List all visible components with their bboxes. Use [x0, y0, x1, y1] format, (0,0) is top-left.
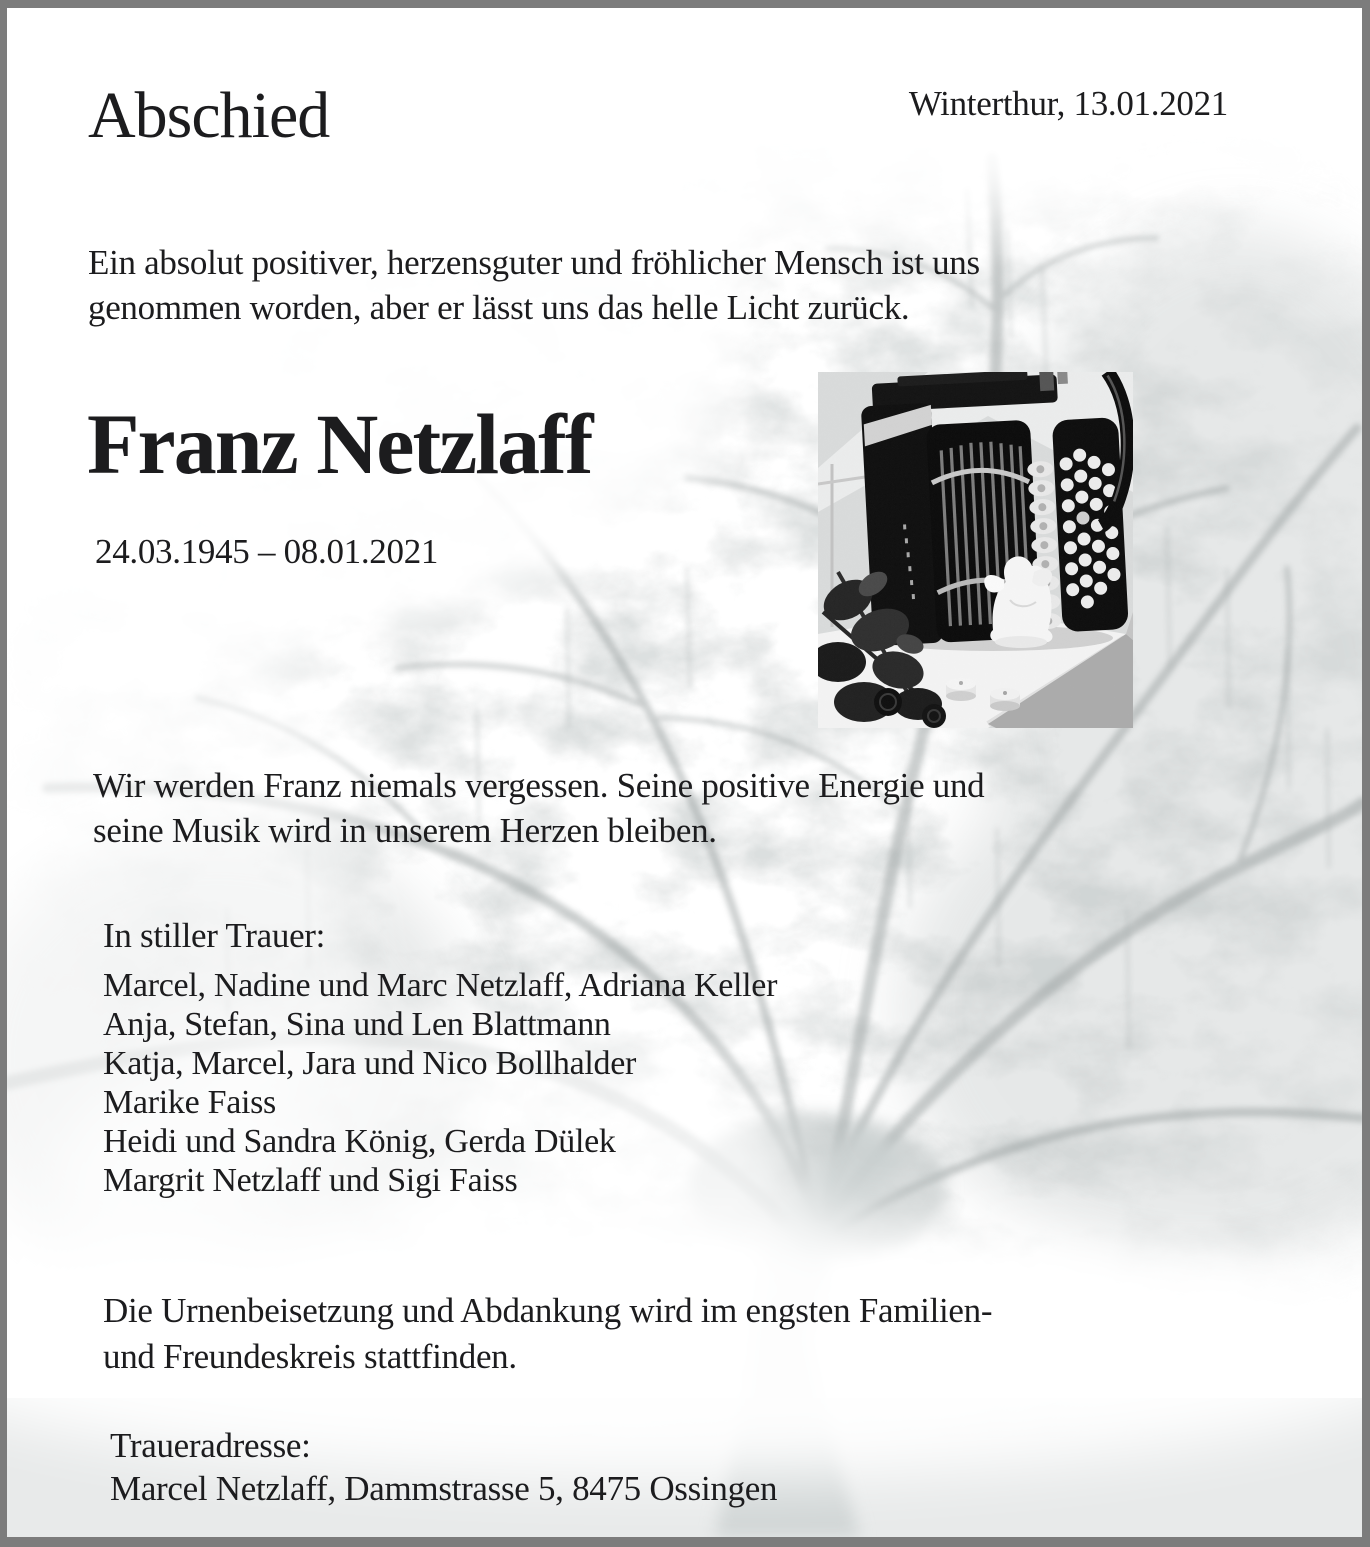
mourner-line: Marcel, Nadine und Marc Netzlaff, Adriana Keller [103, 967, 778, 1004]
funeral-paragraph [103, 1288, 992, 1380]
mourners-list [103, 966, 777, 1200]
mourning-address [110, 1424, 777, 1510]
mourning-label: In stiller Trauer: [103, 916, 326, 955]
mourning-address-label: Traueradresse: [110, 1426, 311, 1465]
life-dates: 24.03.1945 – 08.01.2021 [95, 532, 439, 571]
intro-line-1: Ein absolut positiver, herzensguter und fröhlicher Mensch ist uns [88, 243, 980, 282]
deceased-name: Franz Netzlaff [87, 396, 592, 492]
mourner-line: Heidi und Sandra König, Gerda Dülek [103, 1123, 616, 1160]
place-and-date: Winterthur, 13.01.2021 [908, 84, 1228, 123]
mourner-line: Margrit Netzlaff und Sigi Faiss [103, 1162, 518, 1199]
funeral-line-1: Die Urnenbeisetzung und Abdankung wird im engsten Familien- [103, 1291, 993, 1330]
memory-line-1: Wir werden Franz niemals vergessen. Seine positive Energie und [93, 766, 985, 805]
intro-line-2: genommen worden, aber er lässt uns das helle Licht zurück. [88, 288, 910, 327]
memory-paragraph [93, 763, 984, 853]
memorial-photo [818, 372, 1133, 728]
mourning-address-line: Marcel Netzlaff, Dammstrasse 5, 8475 Ossingen [110, 1469, 778, 1508]
funeral-line-2: und Freundeskreis stattfinden. [103, 1337, 517, 1376]
intro-paragraph [88, 240, 980, 330]
mourner-line: Anja, Stefan, Sina und Len Blattmann [103, 1006, 611, 1043]
mourner-line: Marike Faiss [103, 1084, 276, 1121]
page-title: Abschied [88, 79, 330, 152]
memory-line-2: seine Musik wird in unserem Herzen bleiben. [93, 811, 717, 850]
mourner-line: Katja, Marcel, Jara und Nico Bollhalder [103, 1045, 637, 1082]
